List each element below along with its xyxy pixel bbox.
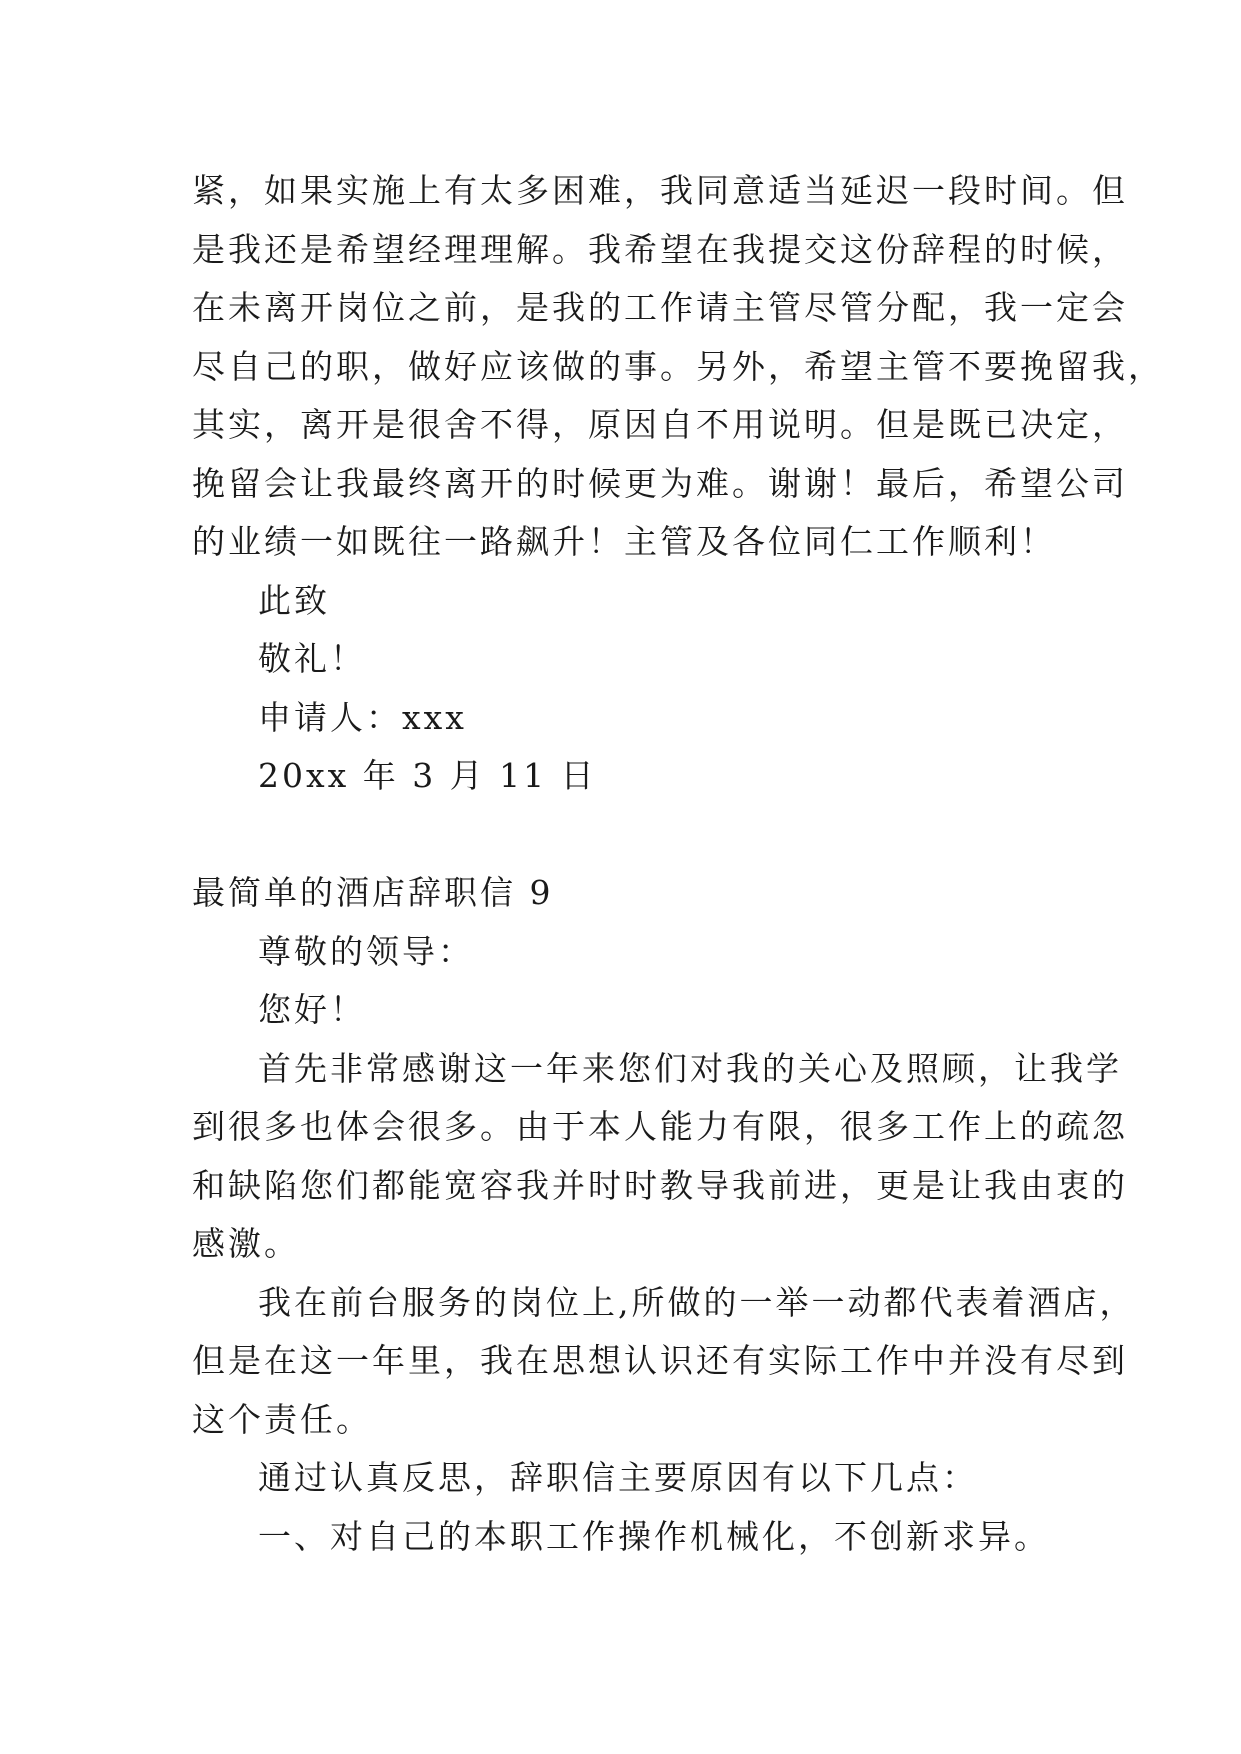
paragraph-line: 在未离开岗位之前，是我的工作请主管尽管分配，我一定会 [192,288,1128,327]
paragraph-line: 到很多也体会很多。由于本人能力有限，很多工作上的疏忽 [192,1107,1128,1146]
date: 20xx 年 3 月 11 日 [258,756,597,795]
greeting: 尊敬的领导： [258,931,474,971]
paragraph-line: 是我还是希望经理理解。我希望在我提交这份辞程的时候， [192,229,1128,269]
paragraph-line: 一、对自己的本职工作操作机械化，不创新求异。 [258,1516,1050,1556]
closing: 此致 [258,580,330,620]
applicant: 申请人：xxx [258,697,467,737]
letter-title: 最简单的酒店辞职信 9 [192,873,554,912]
hello: 您好！ [258,990,366,1029]
paragraph-line: 首先非常感谢这一年来您们对我的关心及照顾，让我学 [258,1048,1122,1088]
paragraph-line: 其实，离开是很舍不得，原因自不用说明。但是既已决定， [192,405,1128,444]
document-body [192,162,1164,1566]
paragraph-line: 通过认真反思，辞职信主要原因有以下几点： [258,1458,978,1497]
paragraph-line: 这个责任。 [192,1399,372,1439]
paragraph-line: 挽留会让我最终离开的时候更为难。谢谢！最后，希望公司 [192,463,1128,503]
paragraph-line: 尽自己的职，做好应该做的事。另外，希望主管不要挽留我， [192,346,1164,386]
paragraph-line: 但是在这一年里，我在思想认识还有实际工作中并没有尽到 [192,1341,1128,1380]
paragraph-line: 我在前台服务的岗位上,所做的一举一动都代表着酒店， [258,1282,1136,1322]
paragraph-line: 的业绩一如既往一路飙升！主管及各位同仁工作顺利！ [192,522,1056,561]
paragraph-line: 感激。 [192,1224,300,1263]
salute: 敬礼！ [258,639,366,678]
paragraph-line: 和缺陷您们都能宽容我并时时教导我前进，更是让我由衷的 [192,1165,1128,1205]
paragraph-line: 紧，如果实施上有太多困难，我同意适当延迟一段时间。但 [192,171,1128,210]
